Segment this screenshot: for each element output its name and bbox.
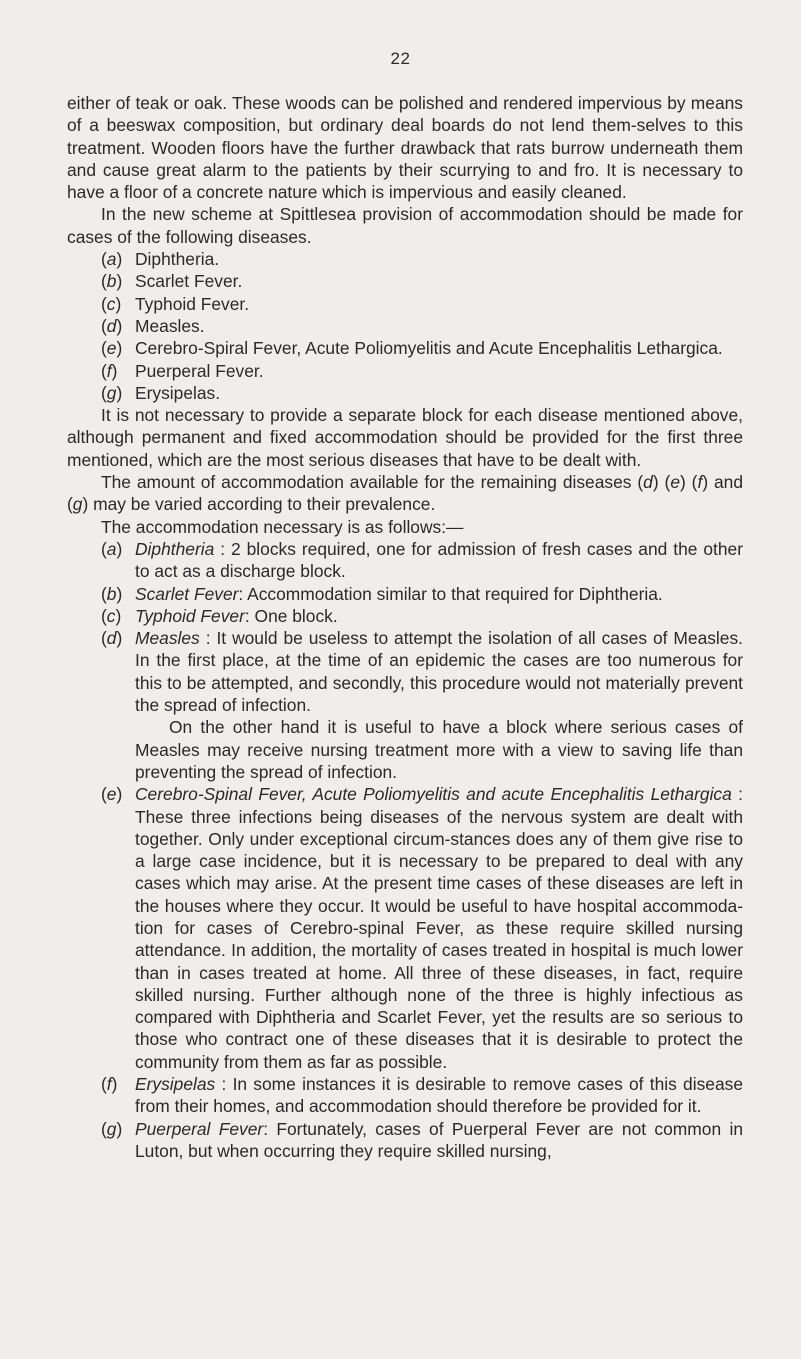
- list-item: (c) Typhoid Fever.: [101, 293, 250, 314]
- list-item: (b) Scarlet Fever: Accommodation similar to that required for Diphtheria.: [101, 583, 663, 604]
- list-item: (c) Typhoid Fever: One block.: [101, 605, 338, 626]
- list-item: (f) Puerperal Fever.: [101, 360, 264, 381]
- disease-list: [101, 248, 743, 404]
- list-item: (d) Measles : It would be useless to attempt the isolation of all cases of Measles. In the first place, at the time of an epidemic the cases are too numerous for this to be attempted, and secondly, this procedure would not materially prevent the spread of infection. On the other hand it is useful to have a block where serious cases of Measles may receive nursing treatment more with a view to saving life than preventing the spread of infection.: [101, 628, 743, 782]
- measles-second-paragraph: On the other hand it is useful to have a block where serious cases of Measles may receive nursing treatment more with a view to saving life than preventing the spread of infection.: [135, 717, 743, 782]
- list-item: (a) Diphtheria.: [101, 249, 220, 270]
- page-body: [67, 92, 743, 1162]
- list-item: (f) Erysipelas : In some instances it is desirable to remove cases of this disease from their homes, and accommodation should therefore be provided for it.: [101, 1074, 744, 1117]
- list-item: (a) Diphtheria : 2 blocks required, one for admission of fresh cases and the other to act as a discharge block.: [101, 538, 743, 582]
- scheme-paragraph: In the new scheme at Spittlesea provision of accommodation should be made for cases of the following diseases.: [67, 204, 743, 247]
- list-item: (d) Measles.: [101, 315, 205, 336]
- list-item: (g) Erysipelas.: [101, 382, 221, 403]
- list-item: (b) Scarlet Fever.: [101, 271, 243, 292]
- necessary-intro: The accommodation necessary is as follows:—: [101, 516, 464, 537]
- amount-paragraph: The amount of accommodation available for the remaining diseases (d) (e) (f) and (g) may be varied according to their prevalence.: [67, 472, 744, 515]
- list-item: (e) Cerebro-Spiral Fever, Acute Poliomyelitis and Acute Encephalitis Lethargica.: [101, 338, 723, 359]
- requirements-list: [101, 538, 743, 1162]
- page-number: 22: [390, 49, 411, 68]
- block-paragraph: It is not necessary to provide a separate block for each disease mentioned above, although permanent and fixed accommodation should be provided for the first three mentioned, which are the most serious diseases that have to be dealt with.: [67, 405, 743, 470]
- intro-paragraph: either of teak or oak. These woods can be polished and rendered impervious by means of a beeswax composition, but ordinary deal boards do not lend them-selves to this treatment. Wooden floors have the further drawback that rats burrow underneath them and cause great alarm to the patients by their scurrying to and fro. It is necessary to have a floor of a concrete nature which is impervious and easily cleaned.: [67, 93, 743, 203]
- list-item: (g) Puerperal Fever: Fortunately, cases of Puerperal Fever are not common in Luton, but when occurring they require skilled nursing,: [101, 1118, 743, 1161]
- list-item: (e) Cerebro-Spinal Fever, Acute Poliomyelitis and acute Encephalitis Lethargica : These three infections being diseases of the nervous system are dealt with together. Only under exceptional circum-stances does any of them give rise to a large case incidence, but it is necessary to be prepared to deal with any cases which may arise. At the present time cases of these diseases are left in the houses where they occur. It would be useful to have hospital accommoda-tion for cases of Cerebro-spinal Fever, as these require skilled nursing attendance. In addition, the mortality of cases treated in hospital is much lower than in cases treated at home. All three of these diseases, in fact, require skilled nursing. Further although none of the three is highly infectious as compared with Diphtheria and Scarlet Fever, yet the results are so serious to those who contract one of these diseases that it is desirable to protect the community from them as far as possible.: [101, 784, 743, 1072]
